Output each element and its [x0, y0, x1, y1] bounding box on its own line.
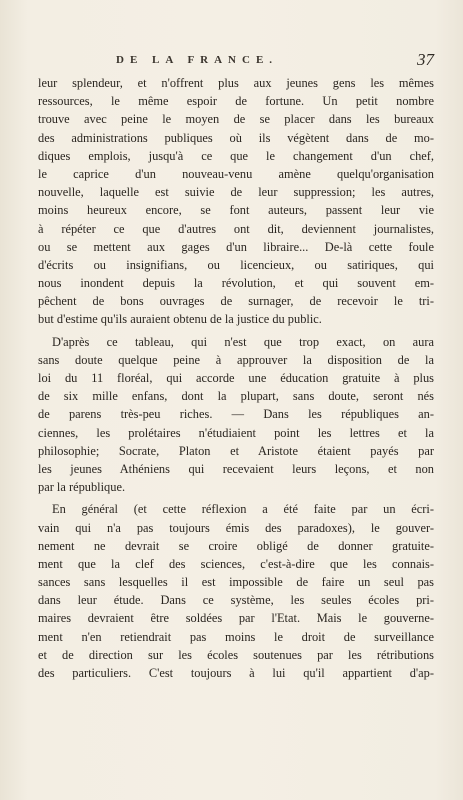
page-header	[38, 52, 434, 74]
text-line: diques emplois, jusqu'à ce que le changement d'un chef,	[38, 148, 434, 163]
text-line: nement ne devrait se croire obligé de donner gratuite-	[38, 538, 434, 553]
text-line: des particuliers. C'est toujours à lui qu'il appartient d'ap-	[38, 666, 434, 680]
text-line: nous inondent depuis la révolution, et qui souvent em-	[38, 276, 434, 291]
text-line: D'après ce tableau, qui n'est que trop exact, on aura	[52, 334, 434, 349]
paragraph-2	[38, 333, 434, 497]
text-line: loi du 11 floréal, qui accorde une éducation gratuite à plus	[38, 371, 434, 385]
text-line: le caprice d'un nouveau-venu amène quelqu'organisation	[38, 166, 434, 181]
text-line: les jeunes Athéniens qui recevaient leurs leçons, et non	[38, 461, 434, 476]
text-line: leur splendeur, et n'offrent plus aux jeunes gens les mêmes	[38, 76, 434, 90]
text-line: de parens très-peu riches. — Dans les républiques an-	[38, 407, 434, 422]
text-line: En général (et cette réflexion a été faite par un écri-	[52, 502, 434, 517]
running-head: DE LA FRANCE.	[116, 54, 279, 66]
text-line: et de direction sur les écoles soutenues par les rétributions	[38, 647, 434, 662]
text-line: à répéter ce que d'autres ont dit, deviennent journalistes,	[38, 221, 434, 236]
text-line: moins heureux encore, se font auteurs, passent leur vie	[38, 203, 434, 218]
text-line: ressources, le même espoir de fortune. Un petit nombre	[38, 94, 434, 109]
text-line: de six mille enfans, dont la plupart, sans doute, seront nés	[38, 389, 434, 404]
paragraph-1	[38, 74, 434, 329]
paragraph-3	[38, 500, 434, 682]
text-line: ciennes, les prolétaires n'étudiaient point les lettres et la	[38, 425, 434, 440]
text-line: dans leur étude. Dans ce système, les seules écoles pri-	[38, 593, 434, 608]
text-line: maires devraient être soldées par l'Etat. Mais le gouverne-	[38, 611, 434, 626]
page-number: 37	[417, 50, 434, 69]
text-line: pêchent de bons ouvrages de surnager, de recevoir le tri-	[38, 294, 434, 309]
text-line: par la république.	[38, 480, 126, 495]
text-line: des administrations publiques où ils végètent dans de mo-	[38, 130, 434, 145]
text-line: but d'estime qu'ils auraient obtenu de la justice du public.	[38, 312, 322, 327]
body-text	[38, 74, 434, 682]
text-line: ment n'en retiendrait pas moins le droit de surveillance	[38, 629, 434, 644]
text-line: philosophie; Socrate, Platon et Aristote étaient payés par	[38, 443, 434, 458]
text-line: d'écrits ou insignifians, ou licencieux, ou satiriques, qui	[38, 257, 434, 272]
text-line: ou se mettent aux gages d'un libraire... De-là cette foule	[38, 239, 434, 254]
text-line: nouvelle, laquelle est suivie de leur suppression; les autres,	[38, 185, 434, 200]
text-line: vain qui n'a pas toujours émis des paradoxes), le gouver-	[38, 520, 434, 535]
text-line: ment que la clef des sciences, c'est-à-dire que les connais-	[38, 556, 434, 571]
text-line: sances sans lesquelles il est impossible de faire un seul pas	[38, 575, 434, 590]
text-line: sans doute quelque peine à approuver la disposition de la	[38, 352, 434, 367]
text-line: trouve avec peine le moyen de se placer dans les bureaux	[38, 112, 434, 127]
